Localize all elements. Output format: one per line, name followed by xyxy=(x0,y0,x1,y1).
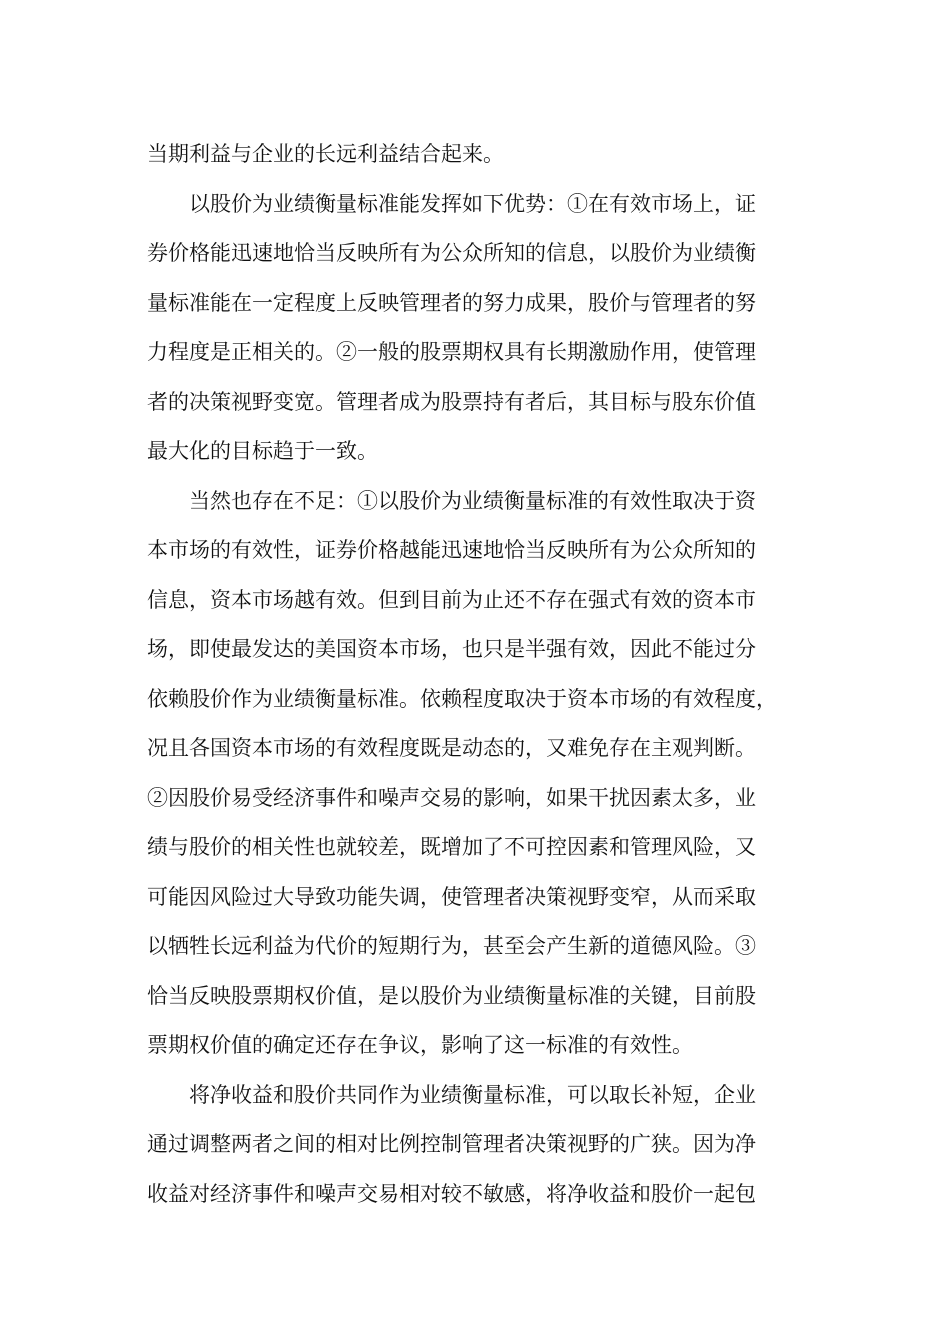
text-line: 以股价为业绩衡量标准能发挥如下优势：①在有效市场上，证 xyxy=(189,191,756,216)
text-line: ②因股价易受经济事件和噪声交易的影响，如果干扰因素太多，业 xyxy=(147,785,756,810)
text-line: 场，即使最发达的美国资本市场，也只是半强有效，因此不能过分 xyxy=(147,637,756,661)
text-line: 以牺牲长远利益为代价的短期行为，甚至会产生新的道德风险。③ xyxy=(147,934,756,958)
body-text xyxy=(147,130,807,1219)
text-line: 绩与股价的相关性也就较差，既增加了不可控因素和管理风险，又 xyxy=(147,835,756,859)
text-line: 依赖股价作为业绩衡量标准。依赖程度取决于资本市场的有效程度， xyxy=(147,686,777,711)
text-line: 券价格能迅速地恰当反映所有为公众所知的信息，以股价为业绩衡 xyxy=(147,241,756,265)
text-line: 可能因风险过大导致功能失调，使管理者决策视野变窄，从而采取 xyxy=(147,884,756,909)
text-line: 者的决策视野变宽。管理者成为股票持有者后，其目标与股东价值 xyxy=(147,389,756,414)
text-line: 恰当反映股票期权价值，是以股价为业绩衡量标准的关键，目前股 xyxy=(147,983,756,1008)
text-line: 况且各国资本市场的有效程度既是动态的，又难免存在主观判断。 xyxy=(147,736,756,760)
text-line: 力程度是正相关的。②一般的股票期权具有长期激励作用，使管理 xyxy=(147,340,756,364)
text-line: 通过调整两者之间的相对比例控制管理者决策视野的广狭。因为净 xyxy=(147,1132,756,1156)
text-line: 量标准能在一定程度上反映管理者的努力成果，股价与管理者的努 xyxy=(147,290,756,315)
text-line: 信息，资本市场越有效。但到目前为止还不存在强式有效的资本市 xyxy=(147,587,756,612)
text-line: 票期权价值的确定还存在争议，影响了这一标准的有效性。 xyxy=(147,1033,693,1057)
text-line: 本市场的有效性，证券价格越能迅速地恰当反映所有为公众所知的 xyxy=(147,538,756,562)
text-line: 当然也存在不足：①以股价为业绩衡量标准的有效性取决于资 xyxy=(189,488,756,513)
text-line: 将净收益和股价共同作为业绩衡量标准，可以取长补短，企业 xyxy=(189,1082,756,1107)
text-line: 收益对经济事件和噪声交易相对较不敏感，将净收益和股价一起包 xyxy=(147,1181,756,1206)
text-line: 当期利益与企业的长远利益结合起来。 xyxy=(147,142,504,166)
text-line: 最大化的目标趋于一致。 xyxy=(147,439,378,463)
